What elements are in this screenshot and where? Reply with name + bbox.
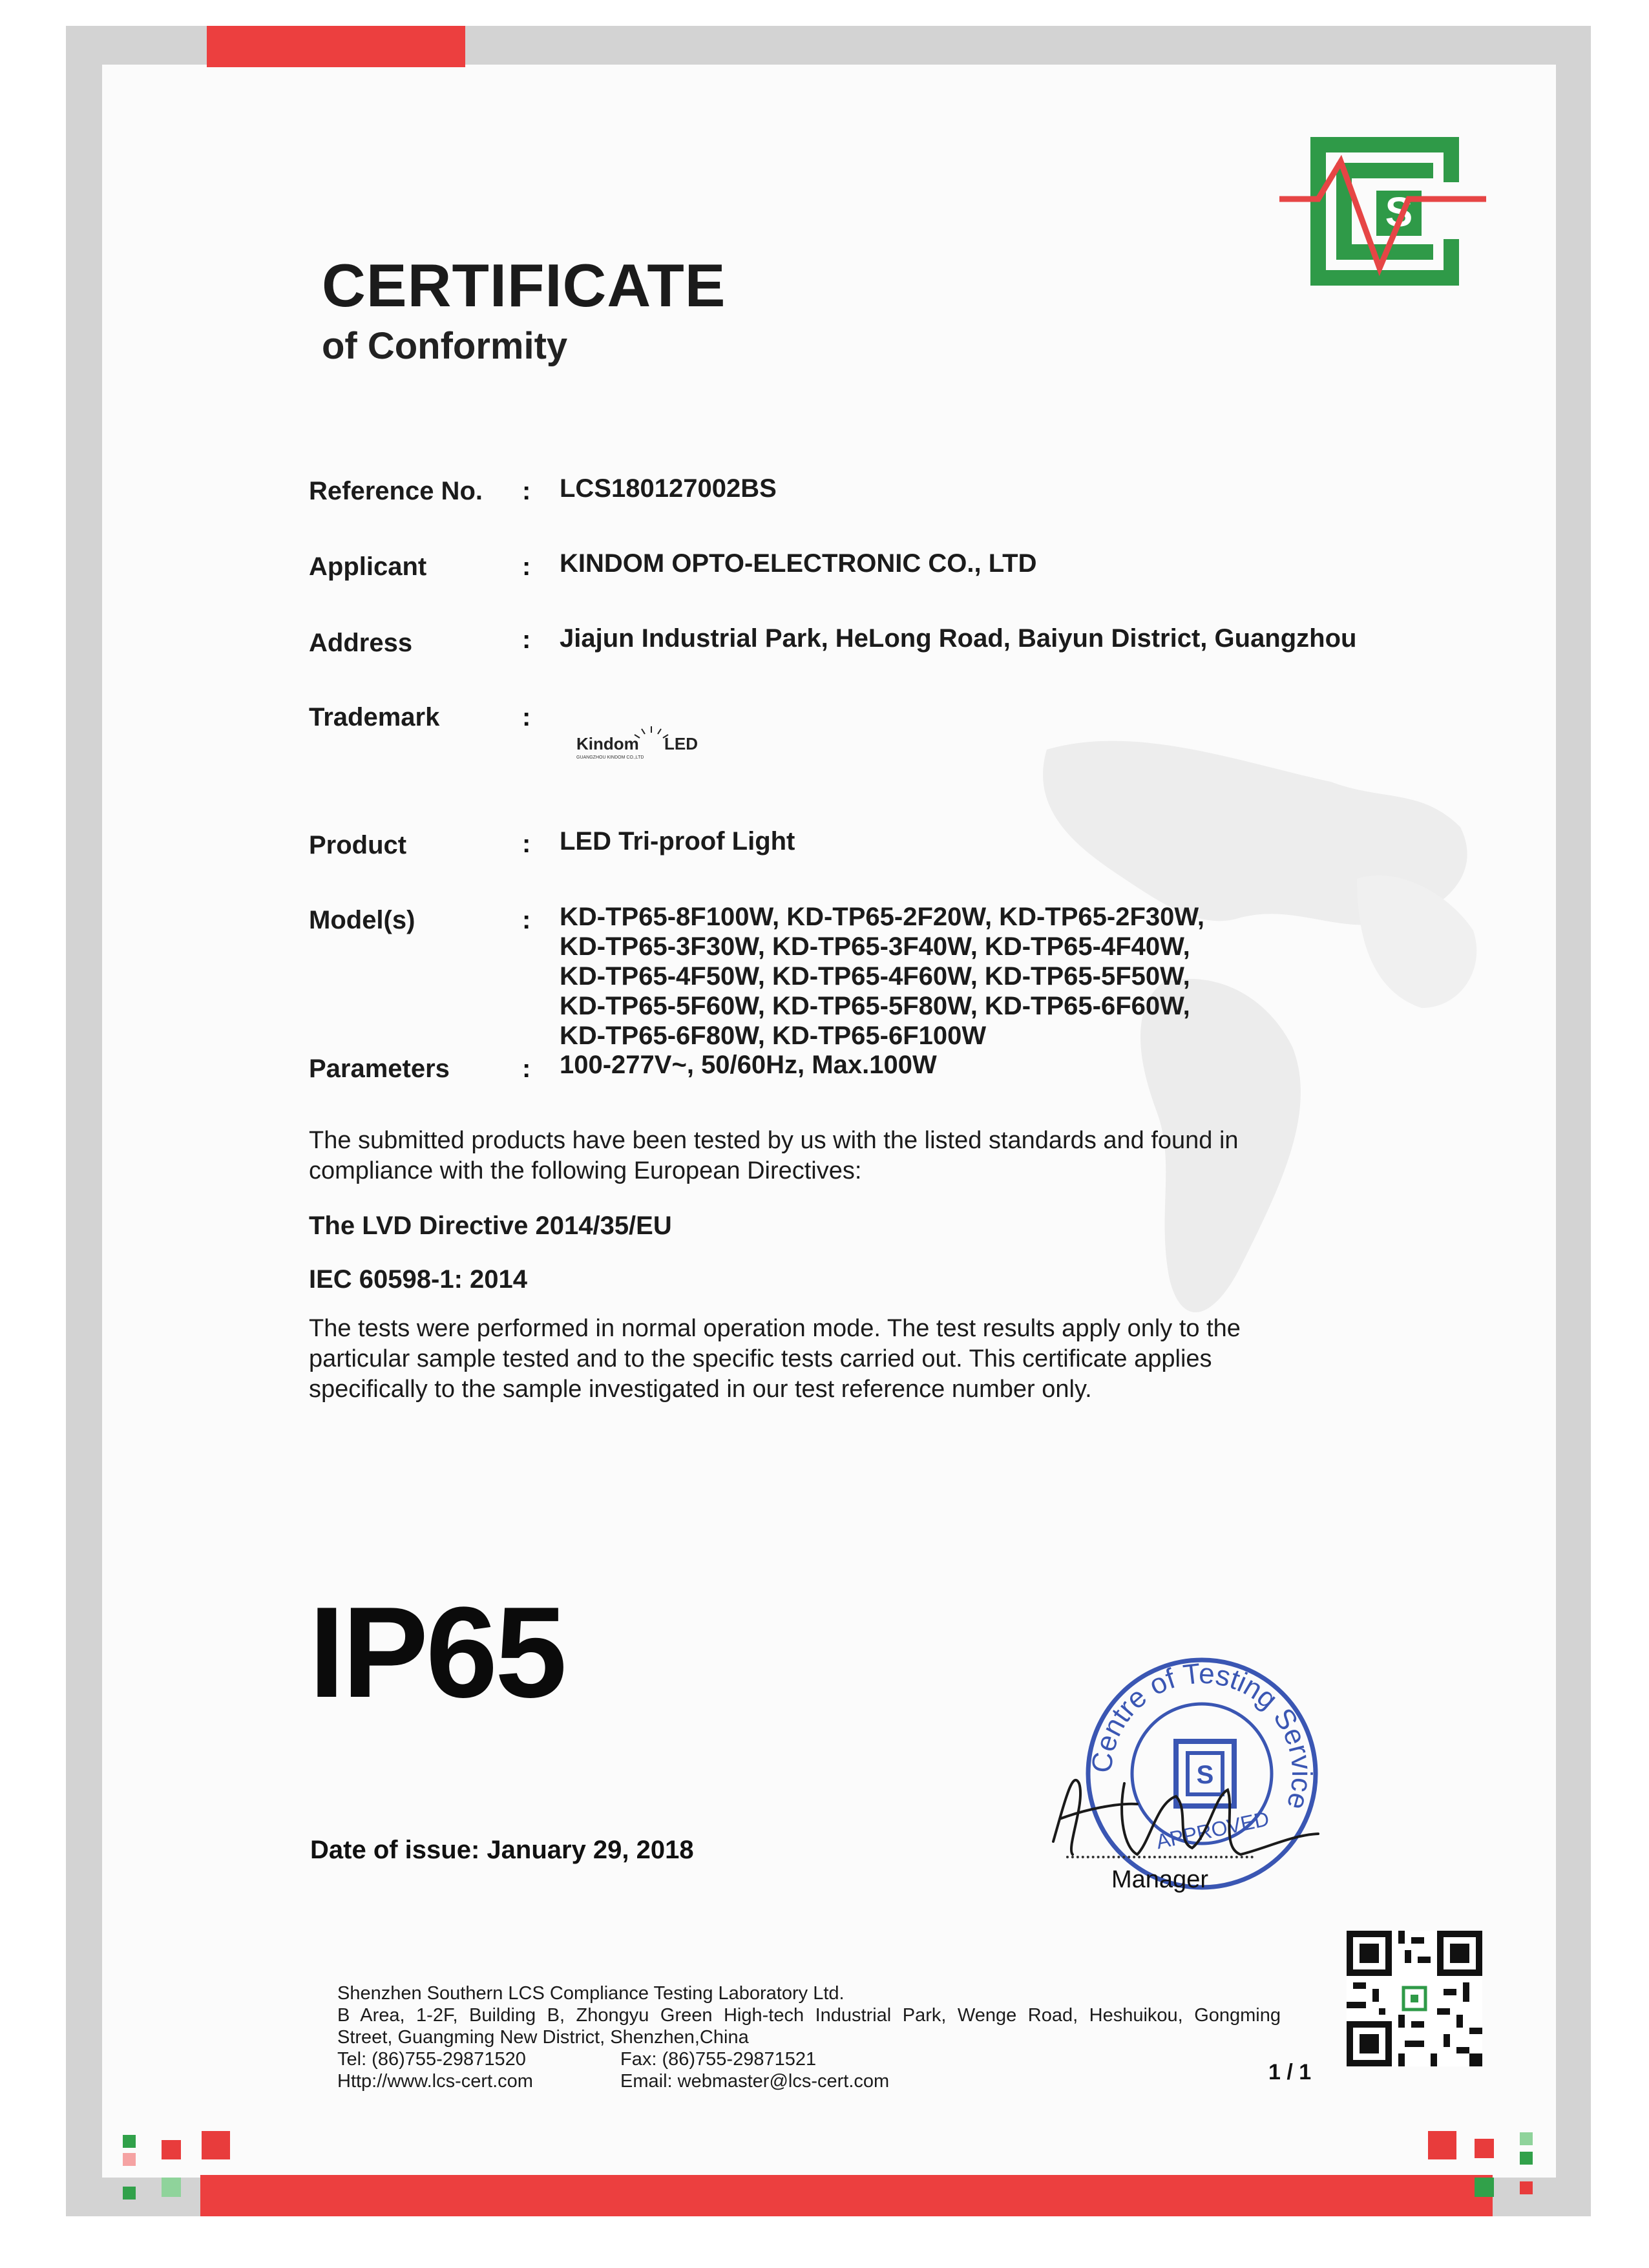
colon: : — [522, 830, 531, 858]
intro-paragraph: The submitted products have been tested by us with the listed standards and found in compliance with the following European Directives: — [309, 1127, 1239, 1184]
address-value: Jiajun Industrial Park, HeLong Road, Baiyun District, Guangzhou — [560, 624, 1357, 653]
page-number: 1 / 1 — [1268, 2060, 1312, 2084]
colon: : — [522, 906, 531, 934]
reference-label: Reference No. — [309, 477, 483, 505]
signature-line — [1066, 1856, 1254, 1858]
certificate-title: CERTIFICATE — [322, 251, 726, 319]
lab-name: Shenzhen Southern LCS Compliance Testing Laboratory Ltd. — [337, 1983, 845, 2004]
colon: : — [522, 703, 531, 731]
parameters-label: Parameters — [309, 1055, 450, 1083]
product-value: LED Tri-proof Light — [560, 827, 795, 856]
parameters-value: 100-277V~, 50/60Hz, Max.100W — [560, 1051, 937, 1079]
colon: : — [522, 477, 531, 505]
logo-letter: S — [1385, 189, 1413, 235]
lcs-logo — [1279, 129, 1486, 288]
trademark-label: Trademark — [309, 703, 440, 731]
ip-rating: IP65 — [309, 1580, 565, 1725]
model-line: KD-TP65-4F50W, KD-TP65-4F60W, KD-TP65-5F50W, — [560, 962, 1190, 991]
applicant-label: Applicant — [309, 552, 427, 581]
lab-address-line2: Street, Guangming New District, Shenzhen,China — [337, 2027, 749, 2048]
stamp-approved-text: APPROVED — [1153, 1807, 1272, 1854]
models-list — [560, 902, 1204, 1051]
svg-text:LED: LED — [664, 734, 698, 753]
product-label: Product — [309, 831, 407, 859]
model-line: KD-TP65-3F30W, KD-TP65-3F40W, KD-TP65-4F40W, — [560, 932, 1190, 961]
statement-paragraph: The tests were performed in normal operation mode. The test results apply only to the particular sample tested and to the specific tests carried out. This certificate applies specifically to the sample investigated in our test reference number only. — [309, 1315, 1241, 1403]
directive-line: The LVD Directive 2014/35/EU — [309, 1212, 672, 1240]
issue-date: Date of issue: January 29, 2018 — [310, 1836, 694, 1864]
svg-text:Kindom: Kindom — [576, 734, 639, 753]
colon: : — [522, 552, 531, 581]
applicant-value: KINDOM OPTO-ELECTRONIC CO., LTD — [560, 549, 1037, 578]
colon: : — [522, 625, 531, 654]
colon: : — [522, 1055, 531, 1083]
reference-number: LCS180127002BS — [560, 474, 777, 503]
certificate-subtitle: of Conformity — [322, 325, 568, 367]
lab-address-line1: B Area, 1-2F, Building B, Zhongyu Green High-tech Industrial Park, Wenge Road, Heshuikou, Gongming — [337, 2005, 1281, 2026]
lab-email: Email: webmaster@lcs-cert.com — [620, 2071, 890, 2092]
lab-tel: Tel: (86)755-29871520 — [337, 2049, 526, 2070]
standard-line: IEC 60598-1: 2014 — [309, 1265, 528, 1294]
bottom-red-bar — [200, 2175, 1493, 2216]
model-line: KD-TP65-8F100W, KD-TP65-2F20W, KD-TP65-2F30W, — [560, 903, 1205, 931]
trademark-logo — [575, 724, 711, 762]
top-red-bar — [207, 26, 465, 67]
stamp-ring-text: Centre of Testing Service — [1086, 1657, 1318, 1814]
qr-code — [1347, 1931, 1482, 2066]
model-line: KD-TP65-5F60W, KD-TP65-5F80W, KD-TP65-6F60W, — [560, 992, 1190, 1020]
signatory-title: Manager — [1111, 1866, 1208, 1893]
manager-signature — [1027, 1758, 1325, 1867]
models-label: Model(s) — [309, 906, 415, 934]
lab-fax: Fax: (86)755-29871521 — [620, 2049, 817, 2070]
svg-text:GUANGZHOU KINDOM CO.,LTD: GUANGZHOU KINDOM CO.,LTD — [576, 755, 644, 760]
lab-website: Http://www.lcs-cert.com — [337, 2071, 533, 2092]
svg-text:S: S — [1196, 1761, 1214, 1789]
address-label: Address — [309, 629, 413, 657]
model-line: KD-TP65-6F80W, KD-TP65-6F100W — [560, 1022, 987, 1050]
